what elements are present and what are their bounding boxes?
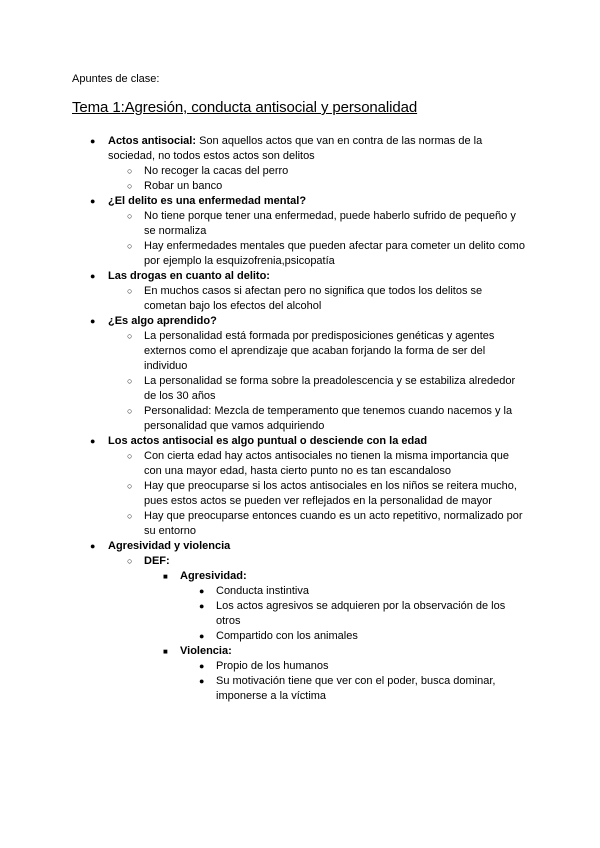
circle-bullet-icon: ○ [127, 181, 133, 191]
list-item [0, 584, 516, 599]
item-text: Conducta instintiva [216, 585, 309, 597]
square-bullet-icon: ■ [163, 647, 168, 656]
bullet-icon: ● [90, 541, 96, 551]
item-text: La personalidad está formada por predisposiciones genéticas y agentes externos como el aprendizaje que acaban forjando la forma de ser del individuo [144, 330, 495, 372]
circle-bullet-icon: ○ [127, 286, 133, 296]
list-item [0, 599, 516, 629]
circle-bullet-icon: ○ [127, 376, 133, 386]
circle-bullet-icon: ○ [127, 556, 133, 566]
list-item [0, 449, 526, 479]
list-item [0, 404, 526, 434]
list-item-delito [0, 194, 526, 209]
list-item-agresividad-violencia [0, 539, 526, 554]
bullet-icon: ● [199, 586, 205, 596]
circle-bullet-icon: ○ [127, 241, 133, 251]
page-title: Tema 1:Agresión, conducta antisocial y personalidad [72, 99, 418, 116]
list-item [0, 209, 526, 239]
list-item [0, 659, 516, 674]
list-item-violencia [0, 644, 526, 659]
list-item [0, 374, 526, 404]
list-item [0, 239, 526, 269]
bullet-icon: ● [90, 271, 96, 281]
circle-bullet-icon: ○ [127, 331, 133, 341]
list-item-actos [0, 134, 526, 164]
list-item [0, 179, 526, 194]
notes-list [0, 134, 600, 704]
list-item [0, 284, 526, 314]
item-text: Su motivación tiene que ver con el poder, busca dominar, imponerse a la víctima [216, 675, 496, 702]
circle-bullet-icon: ○ [127, 406, 133, 416]
item-text: Con cierta edad hay actos antisociales no tienen la misma importancia que con una mayor edad, hasta cierto punto no es tan escandaloso [144, 450, 510, 477]
item-text: La personalidad se forma sobre la preadolescencia y se estabiliza alrededor de los 30 años [144, 375, 516, 402]
item-label: Violencia: [180, 645, 232, 657]
item-label: Agresividad y violencia [108, 540, 231, 552]
circle-bullet-icon: ○ [127, 481, 133, 491]
bullet-icon: ● [90, 316, 96, 326]
item-text: Personalidad: Mezcla de temperamento que tenemos cuando nacemos y la personalidad que vamos adquiriendo [144, 405, 513, 432]
bullet-icon: ● [90, 196, 96, 206]
list-item [0, 329, 526, 374]
list-item [0, 479, 526, 509]
item-text: Hay que preocuparse si los actos antisociales en los niños se reitera mucho, pues estos actos se pueden ver reflejados en la personalidad de mayor [144, 480, 517, 507]
item-text: Propio de los humanos [216, 660, 329, 672]
list-item [0, 509, 526, 539]
bullet-icon: ● [199, 601, 205, 611]
item-label: Los actos antisocial es algo puntual o desciende con la edad [108, 435, 428, 447]
item-text: Hay que preocuparse entonces cuando es un acto repetitivo, normalizado por su entorno [144, 510, 523, 537]
item-text: Hay enfermedades mentales que pueden afectar para cometer un delito como por ejemplo la esquizofrenia,psicopatía [144, 240, 525, 267]
item-text: No tiene porque tener una enfermedad, puede haberlo sufrido de pequeño y se normaliza [144, 210, 516, 237]
list-item [0, 164, 526, 179]
bullet-icon: ● [199, 676, 205, 686]
document-header: Apuntes de clase: [72, 73, 160, 85]
item-text: Robar un banco [144, 180, 223, 192]
circle-bullet-icon: ○ [127, 166, 133, 176]
item-label: ¿El delito es una enfermedad mental? [108, 195, 307, 207]
list-item-aprendido [0, 314, 526, 329]
list-item-drogas [0, 269, 526, 284]
item-text: Compartido con los animales [216, 630, 358, 642]
item-label: DEF: [144, 555, 170, 567]
item-label: ¿Es algo aprendido? [108, 315, 217, 327]
list-item [0, 629, 516, 644]
item-text: No recoger la cacas del perro [144, 165, 289, 177]
list-item-def [0, 554, 526, 569]
item-text: En muchos casos si afectan pero no significa que todos los delitos se cometan bajo los efectos del alcohol [144, 285, 483, 312]
item-label: Actos antisocial: [108, 135, 197, 147]
list-item-agresividad [0, 569, 526, 584]
list-item [0, 674, 516, 704]
list-item-puntual [0, 434, 526, 449]
item-label: Agresividad: [180, 570, 247, 582]
bullet-icon: ● [199, 631, 205, 641]
bullet-icon: ● [90, 136, 96, 146]
item-text: Son aquellos actos que van en contra de las normas de la sociedad, no todos estos actos son delitos [108, 135, 483, 162]
circle-bullet-icon: ○ [127, 451, 133, 461]
circle-bullet-icon: ○ [127, 211, 133, 221]
item-text: Los actos agresivos se adquieren por la observación de los otros [216, 600, 506, 627]
bullet-icon: ● [199, 661, 205, 671]
circle-bullet-icon: ○ [127, 511, 133, 521]
item-label: Las drogas en cuanto al delito: [108, 270, 270, 282]
bullet-icon: ● [90, 436, 96, 446]
square-bullet-icon: ■ [163, 572, 168, 581]
